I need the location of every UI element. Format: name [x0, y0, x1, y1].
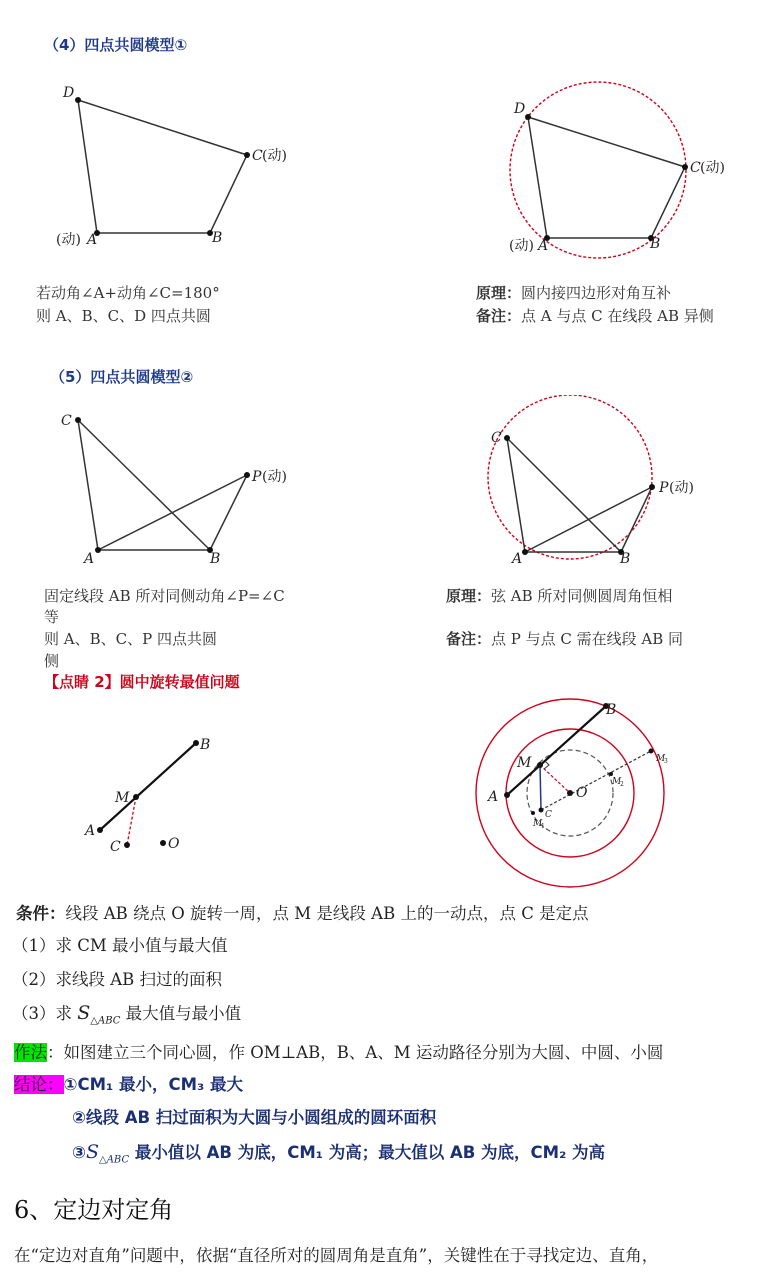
s4-note: 备注：点 A 与点 C 在线段 AB 异侧 — [476, 307, 714, 325]
label-D: D — [63, 85, 75, 101]
label-C: C — [252, 148, 263, 164]
s4-principle: 原理：圆内接四边形对角互补 — [476, 284, 672, 302]
label5-C: C — [61, 413, 72, 429]
s6-method: 作法：如图建立三个同心圆，作 OM⊥AB，B、A、M 运动路径分别为大圆、中圆、小圆 — [14, 1043, 664, 1062]
label5-P-dyn: (动) — [262, 469, 287, 485]
label5-P2: P — [659, 480, 669, 496]
quad-left — [78, 100, 247, 233]
label5-A2: A — [512, 551, 523, 567]
label6-B: B — [200, 737, 211, 753]
s5-cond2b: 侧 — [44, 652, 60, 670]
s6-cond: 条件：线段 AB 绕点 O 旋转一周，点 M 是线段 AB 上的一动点，点 C 是定点 — [16, 904, 589, 923]
s5-note: 备注：点 P 与点 C 需在线段 AB 同 — [446, 630, 684, 648]
fig5-left — [78, 420, 247, 550]
label-A2-dyn: (动) — [509, 238, 534, 254]
s6-conclusion: 结论：①CM₁ 最小，CM₃ 最大 — [14, 1075, 243, 1094]
label-C2: C — [690, 160, 701, 176]
label-A2: A — [538, 238, 549, 254]
s6-c2: ②线段 AB 扫过面积为大圆与小圆组成的圆环面积 — [72, 1108, 437, 1127]
s4-cond1: 若动角∠A+动角∠C=180° — [36, 284, 220, 302]
label6-M1: M — [533, 819, 543, 829]
label6-M2: M — [517, 755, 532, 771]
label-C2-dyn: (动) — [700, 160, 725, 176]
label6-A2: A — [488, 789, 499, 805]
s5-principle: 原理：弦 AB 所对同侧圆周角恒相 — [446, 587, 673, 605]
label6-M3: M — [656, 754, 666, 764]
section4-title: （4）四点共圆模型① — [44, 36, 188, 54]
segment-CM3 — [541, 751, 651, 810]
label-D2: D — [514, 101, 526, 117]
section6-title: 【点睛 2】圆中旋转最值问题 — [44, 673, 240, 691]
label-A: A — [87, 232, 98, 248]
label6-M: M — [115, 790, 130, 806]
s6-q1: （1）求 CM 最小值与最大值 — [12, 936, 228, 955]
label-B2: B — [650, 236, 661, 252]
label6-A: A — [85, 823, 96, 839]
label5-P: P — [252, 469, 262, 485]
segment-CM-rot — [540, 765, 541, 810]
label5-B2: B — [620, 551, 631, 567]
section4-figures — [0, 70, 783, 270]
label6-C2: C — [545, 810, 552, 820]
section5-title: （5）四点共圆模型② — [50, 368, 194, 386]
fig5-right — [507, 438, 652, 552]
quad-right — [528, 117, 685, 238]
s4-cond2: 则 A、B、C、D 四点共圆 — [36, 307, 211, 325]
s5-cond1: 固定线段 AB 所对同侧动角∠P=∠C — [44, 587, 285, 605]
section6-figures — [0, 695, 783, 895]
label6-M2b: M — [612, 777, 622, 787]
label5-A: A — [84, 551, 95, 567]
label6-O2: O — [576, 785, 588, 801]
label6-M3-sub: 3 — [664, 758, 668, 765]
s6-q3: （3）求 $S_{\triangle ABC}$ 最大值与最小值 — [12, 1002, 242, 1027]
label-B: B — [212, 230, 223, 246]
label5-C2: C — [491, 430, 502, 446]
label-C-dyn: (动) — [262, 148, 287, 164]
s5-cond2: 则 A、B、C、P 四点共圆 — [44, 630, 217, 648]
label6-M1-sub: 1 — [541, 823, 545, 830]
section7-heading: 6、定边对定角 — [14, 1196, 174, 1224]
label6-B2: B — [606, 702, 617, 718]
s6-c3: $③S_{\triangle ABC}$ 最小值以 AB 为底，CM₁ 为高；最大值以 AB 为底，CM₂ 为高 — [72, 1141, 606, 1166]
label6-O: O — [168, 836, 180, 852]
label6-C: C — [110, 839, 121, 855]
s5-cond1b: 等 — [44, 608, 60, 626]
section5-figures — [0, 395, 783, 575]
section7-para: 在“定边对直角”问题中，依据“直径所对的圆周角是直角”，关键性在于寻找定边、直角， — [14, 1246, 659, 1265]
label-A-dyn: (动) — [56, 232, 81, 248]
label5-B: B — [210, 551, 221, 567]
label6-M2-sub: 2 — [620, 781, 624, 788]
segment-AB — [100, 743, 196, 830]
s6-q2: （2）求线段 AB 扫过的面积 — [12, 970, 223, 989]
label5-P2-dyn: (动) — [669, 480, 694, 496]
